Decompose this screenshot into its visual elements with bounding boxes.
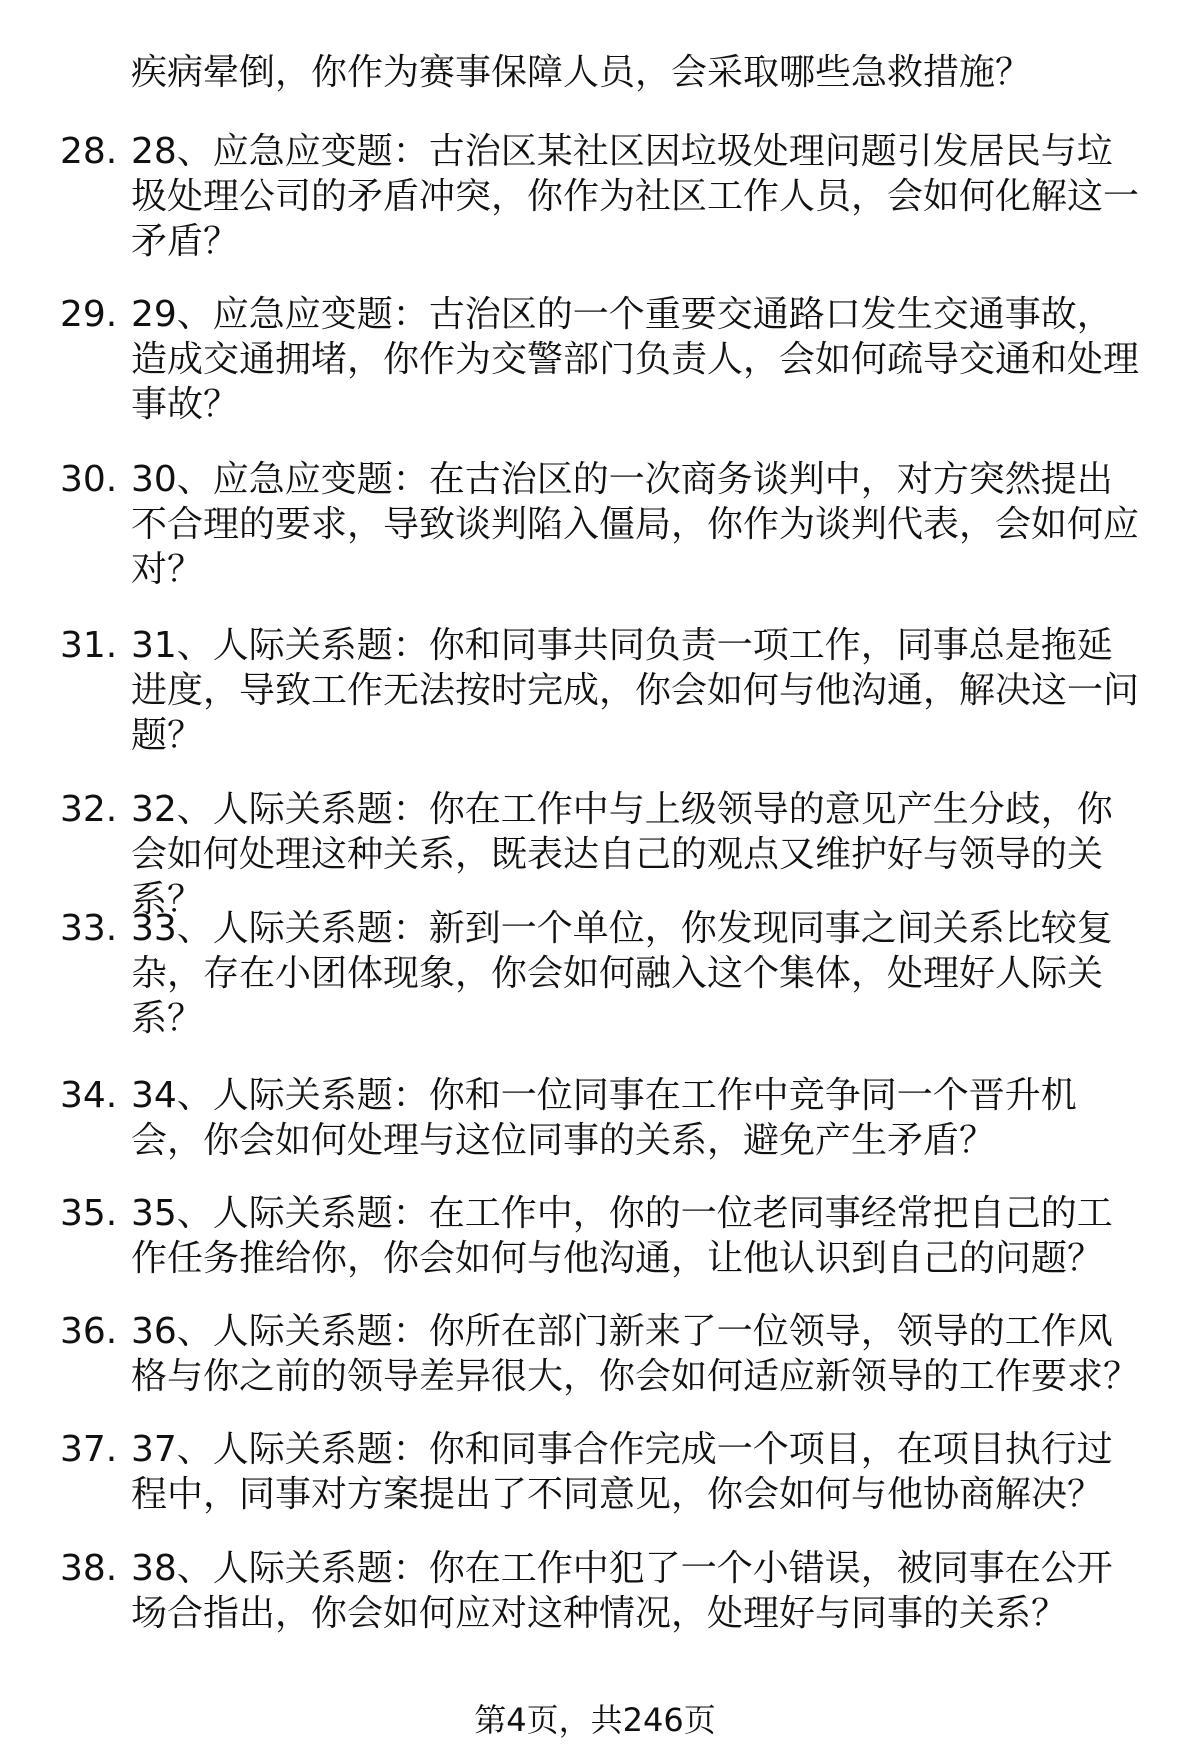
item-number: 29. — [60, 294, 118, 335]
item-text: 37、人际关系题：你和同事合作完成一个项目，在项目执行过程中，同事对方案提出了不同意见，你会如何与他协商解决？ — [131, 1429, 1113, 1515]
list-item — [60, 1546, 1160, 1636]
item-number: 31. — [60, 625, 118, 666]
list-item — [60, 1073, 1160, 1163]
list-item — [60, 129, 1160, 264]
item-number: 30. — [60, 459, 118, 500]
item-number: 34. — [60, 1075, 118, 1116]
item-text: 31、人际关系题：你和同事共同负责一项工作，同事总是拖延进度，导致工作无法按时完成，你会如何与他沟通，解决这一问题？ — [131, 625, 1140, 756]
item-text: 35、人际关系题：在工作中，你的一位老同事经常把自己的工作任务推给你，你会如何与他沟通，让他认识到自己的问题？ — [131, 1193, 1113, 1279]
item-text: 32、人际关系题：你在工作中与上级领导的意见产生分歧，你会如何处理这种关系，既表达自己的观点又维护好与领导的关系？ — [131, 789, 1113, 920]
item-number: 37. — [60, 1429, 118, 1470]
item-text: 38、人际关系题：你在工作中犯了一个小错误，被同事在公开场合指出，你会如何应对这种情况，处理好与同事的关系？ — [131, 1548, 1113, 1634]
list-item — [60, 457, 1160, 592]
list-item — [60, 1191, 1160, 1281]
item-text: 34、人际关系题：你和一位同事在工作中竞争同一个晋升机会，你会如何处理与这位同事的关系，避免产生矛盾？ — [131, 1075, 1077, 1161]
list-item — [60, 787, 1160, 922]
item-text: 33、人际关系题：新到一个单位，你发现同事之间关系比较复杂，存在小团体现象，你会如何融入这个集体，处理好人际关系？ — [131, 908, 1113, 1039]
item-number: 32. — [60, 789, 118, 830]
item-text: 29、应急应变题：古治区的一个重要交通路口发生交通事故，造成交通拥堵，你作为交警部门负责人，会如何疏导交通和处理事故？ — [131, 294, 1140, 425]
list-item — [60, 1427, 1160, 1517]
item-number: 28. — [60, 131, 118, 172]
item-text: 30、应急应变题：在古治区的一次商务谈判中，对方突然提出不合理的要求，导致谈判陷入僵局，你作为谈判代表，会如何应对？ — [131, 459, 1140, 590]
list-item — [60, 1309, 1160, 1399]
item-number: 38. — [60, 1548, 118, 1589]
item-text: 28、应急应变题：古治区某社区因垃圾处理问题引发居民与垃圾处理公司的矛盾冲突，你作为社区工作人员，会如何化解这一矛盾？ — [131, 131, 1140, 262]
item-text: 36、人际关系题：你所在部门新来了一位领导，领导的工作风格与你之前的领导差异很大，你会如何适应新领导的工作要求？ — [131, 1311, 1140, 1397]
item-number: 35. — [60, 1193, 118, 1234]
carry-over-text: 疾病晕倒，你作为赛事保障人员，会采取哪些急救措施？ — [131, 52, 1032, 93]
list-item — [60, 623, 1160, 758]
page-footer: 第4页，共246页 — [474, 1701, 716, 1739]
item-number: 36. — [60, 1311, 118, 1352]
item-number: 33. — [60, 908, 118, 949]
list-item — [60, 906, 1160, 1041]
list-item — [60, 292, 1160, 427]
